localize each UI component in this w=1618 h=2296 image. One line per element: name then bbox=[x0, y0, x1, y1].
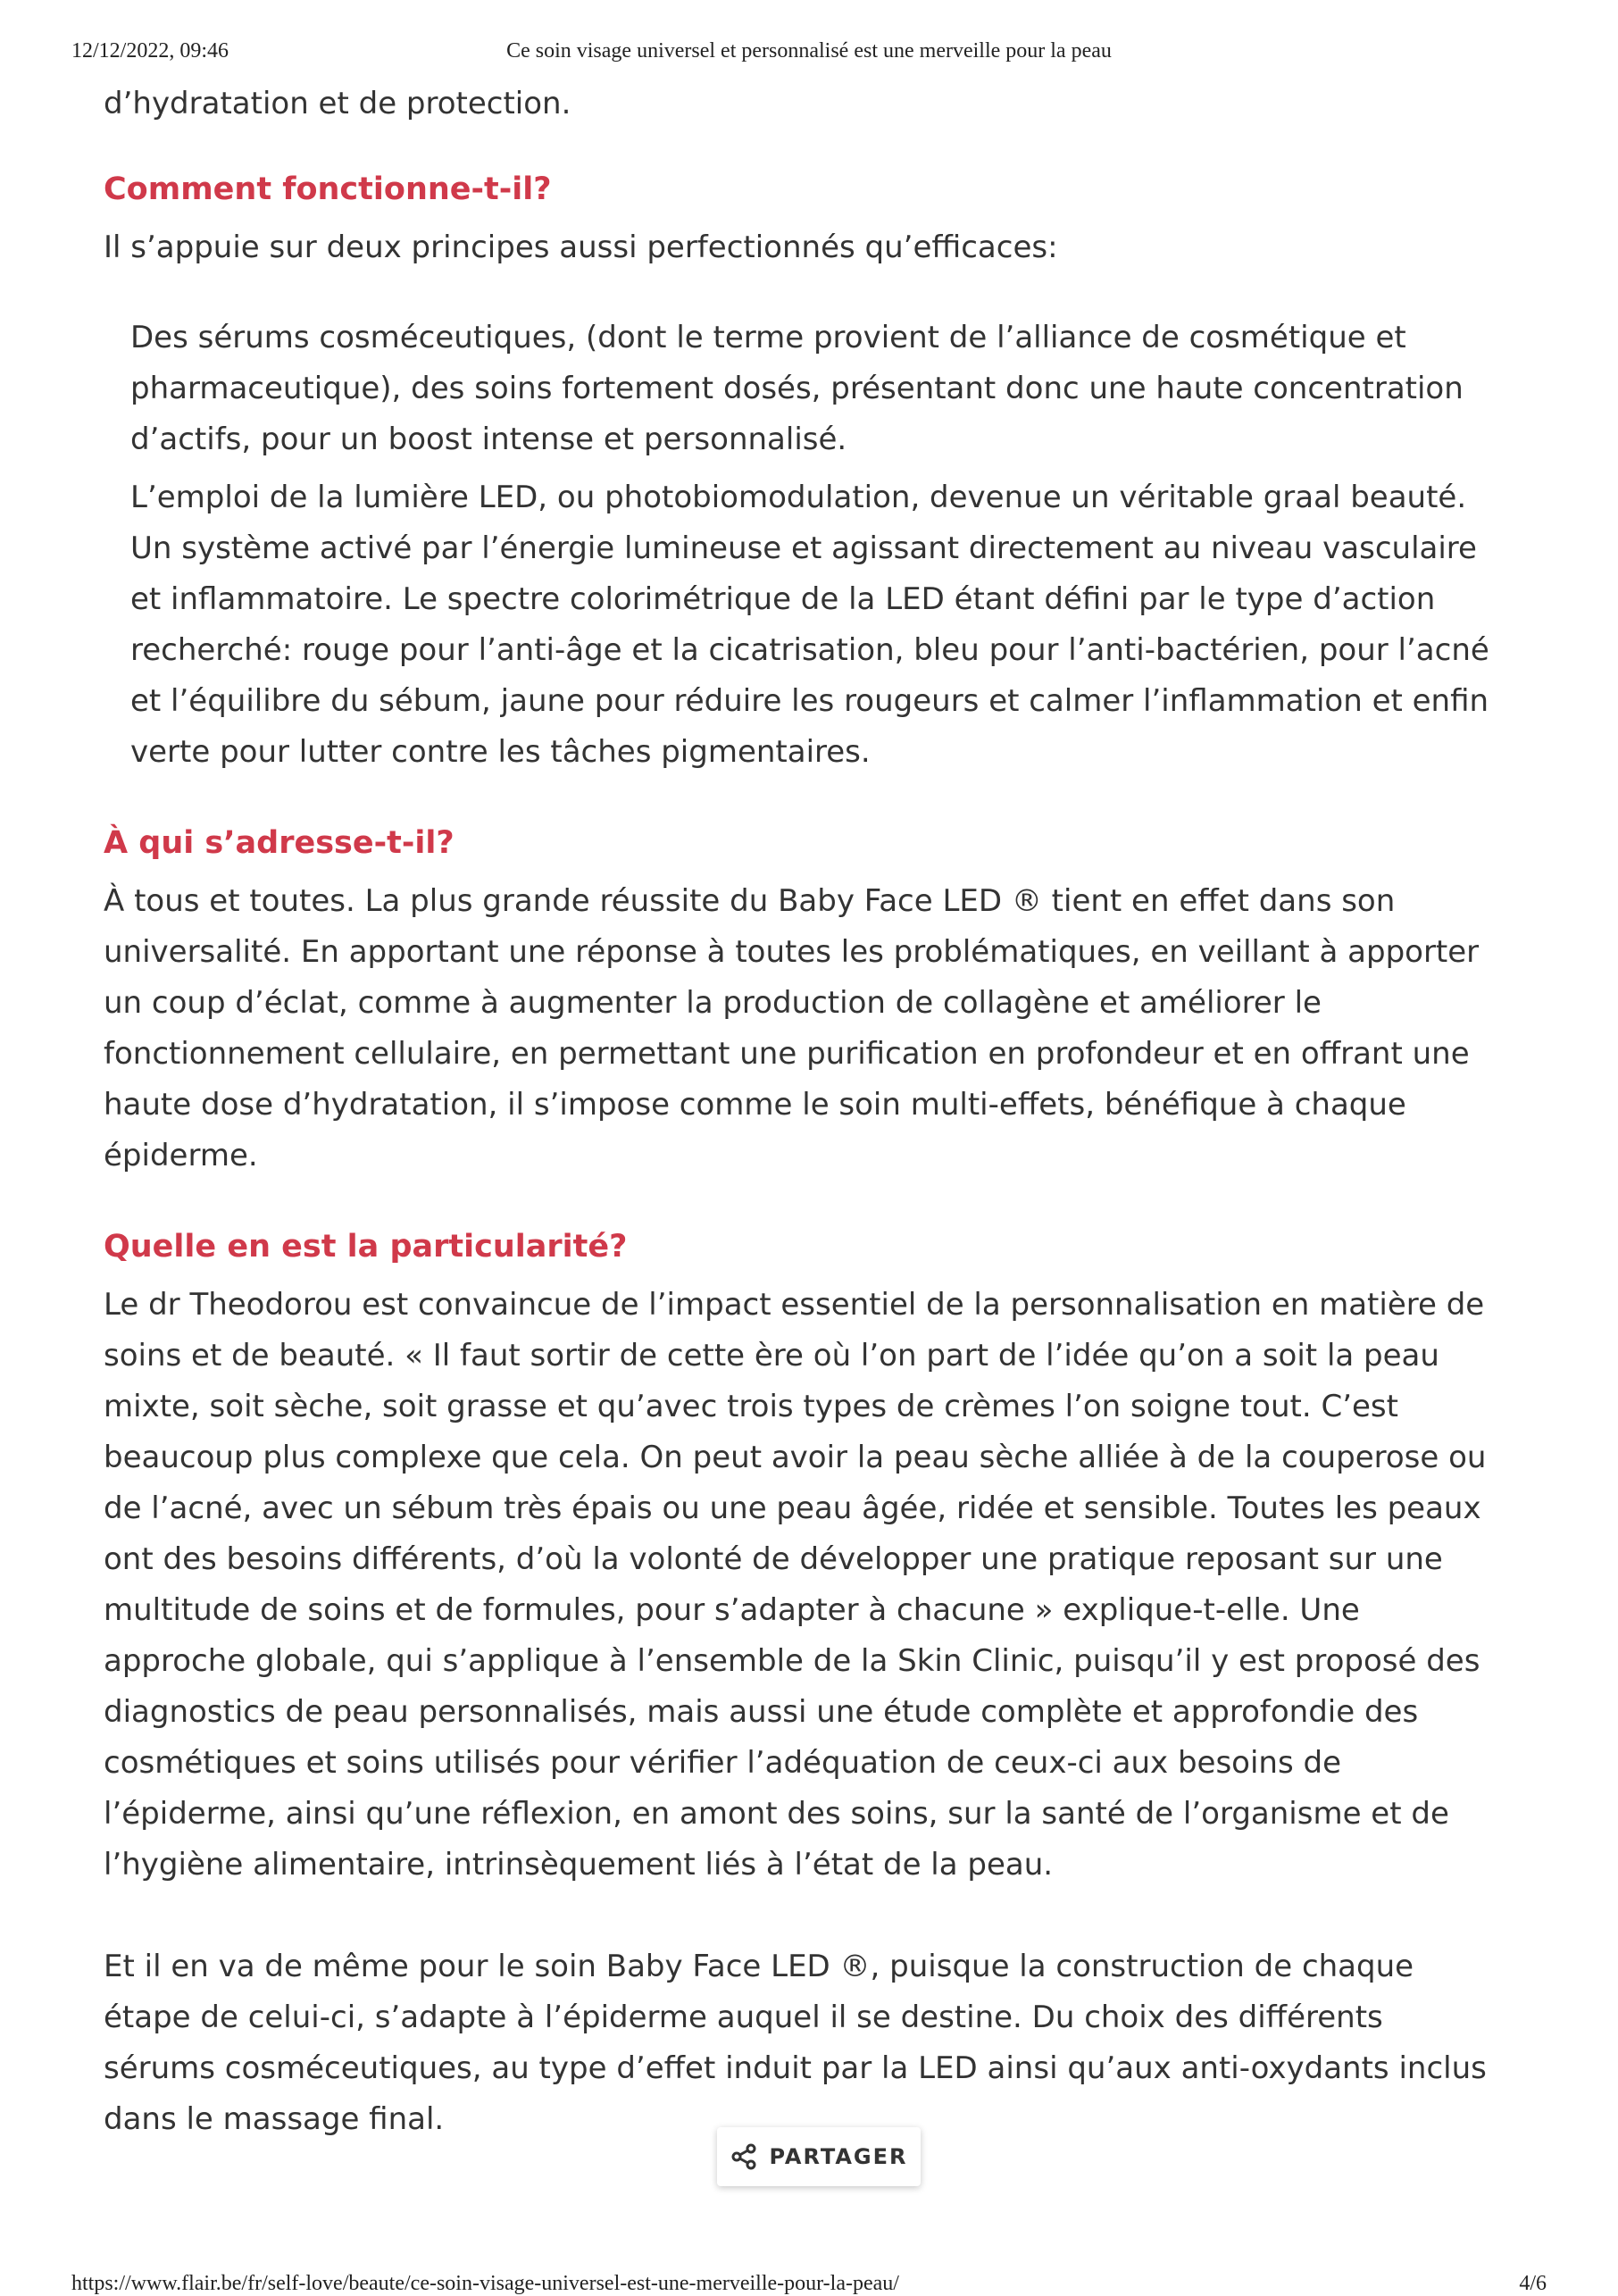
print-header bbox=[71, 39, 1547, 70]
section-paragraph: Le dr Theodorou est convaincue de l’impact essentiel de la personnalisation en matière de soins et de beauté. « Il faut sortir de cette ère où l’on part de l’idée qu’on a soit la peau mixte, soit sèche, soit grasse et qu’avec trois types de crèmes l’on soigne tout. C’est beaucoup plus complexe que cela. On peut avoir la peau sèche alliée à de la couperose ou de l’acné, avec un sébum très épais ou une peau âgée, ridée et sensible. Toutes les peaux ont des besoins différents, d’où la volonté de développer une pratique reposant sur une multitude de soins et de formules, pour s’adapter à chacune » explique-t-elle. Une approche globale, qui s’applique à l’ensemble de la Skin Clinic, puisqu’il y est proposé des diagnostics de peau personnalisés, mais aussi une étude complète et approfondie des cosmétiques et soins utilisés pour vérifier l’adéquation de ceux-ci aux besoins de l’épiderme, ainsi qu’une réflexion, en amont des soins, sur la santé de l’organisme et de l’hygiène alimentaire, intrinsèquement liés à l’état de la peau. bbox=[104, 1287, 1487, 1883]
list-item: L’emploi de la lumière LED, ou photobiomodulation, devenue un véritable graal beauté. Un système activé par l’énergie lumineuse et agissant directement au niveau vasculaire et inflammatoire. Le spectre colorimétrique de la LED étant défini par le type d’action recherché: rouge pour l’anti-âge et la cicatrisation, bleu pour l’anti-bactérien, pour l’acné et l’équilibre du sébum, jaune pour réduire les rougeurs et calmer l’inflammation et enfin verte pour lutter contre les tâches pigmentaires. bbox=[130, 480, 1489, 770]
article-body bbox=[104, 79, 1497, 2145]
principles-list bbox=[104, 313, 1497, 778]
share-button[interactable] bbox=[717, 2127, 921, 2186]
section-heading-particularity: Quelle en est la particularité? bbox=[104, 1229, 628, 1265]
intro-tail-paragraph: d’hydratation et de protection. bbox=[104, 86, 571, 121]
section-heading-how-it-works: Comment fonctionne-t-il? bbox=[104, 171, 552, 207]
section-heading-who-for: À qui s’adresse-t-il? bbox=[104, 825, 455, 861]
print-url: https://www.flair.be/fr/self-love/beaute/ce-soin-visage-universel-est-une-merveille-pour-la-peau/ bbox=[71, 2272, 899, 2295]
list-item: Des sérums cosméceutiques, (dont le terme provient de l’alliance de cosmétique et pharmaceutique), des soins fortement dosés, présentant donc une haute concentration d’actifs, pour un boost intense et personnalisé. bbox=[130, 320, 1464, 457]
section-lead-paragraph: Il s’appuie sur deux principes aussi perfectionnés qu’efficaces: bbox=[104, 230, 1058, 265]
page-number: 4/6 bbox=[1519, 2272, 1547, 2295]
section-paragraph: Et il en va de même pour le soin Baby Face LED ®, puisque la construction de chaque étape de celui-ci, s’adapte à l’épiderme auquel il se destine. Du choix des différents sérums cosméceutiques, au type d’effet induit par la LED ainsi qu’aux anti-oxydants inclus dans le massage final. bbox=[104, 1949, 1487, 2137]
print-datetime: 12/12/2022, 09:46 bbox=[71, 39, 229, 63]
share-label: PARTAGER bbox=[769, 2144, 908, 2169]
print-page-title: Ce soin visage universel et personnalisé est une merveille pour la peau bbox=[506, 39, 1112, 63]
share-icon bbox=[730, 2142, 758, 2171]
section-paragraph: À tous et toutes. La plus grande réussite du Baby Face LED ® tient en effet dans son universalité. En apportant une réponse à toutes les problématiques, en veillant à apporter un coup d’éclat, comme à augmenter la production de collagène et améliorer le fonctionnement cellulaire, en permettant une purification en profondeur et en offrant une haute dose d’hydratation, il s’impose comme le soin multi-effets, bénéfique à chaque épiderme. bbox=[104, 883, 1480, 1173]
